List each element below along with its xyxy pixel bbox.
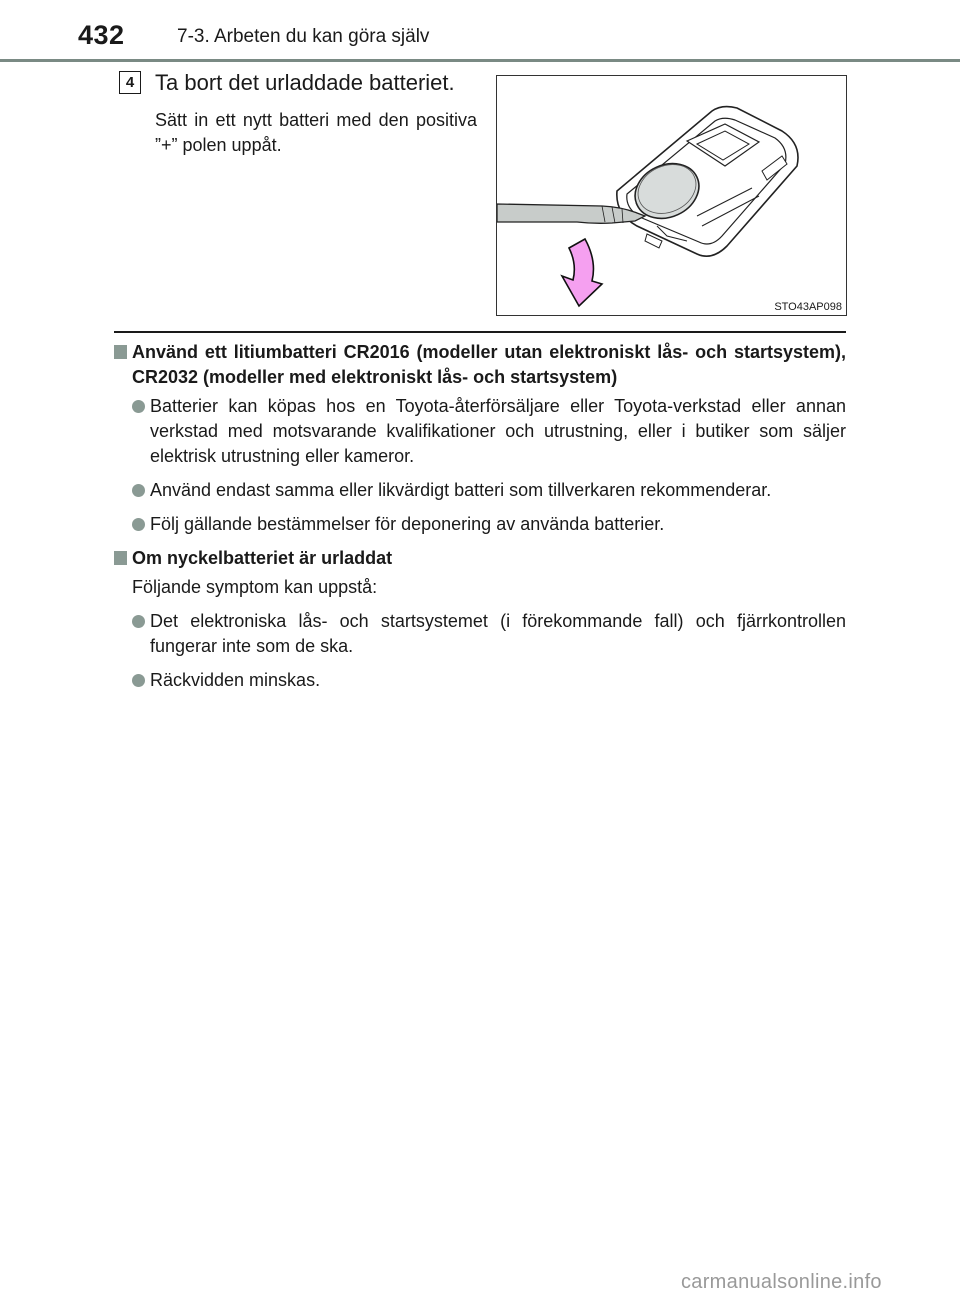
list-item: Det elektroniska lås- och startsystemet (i förekommande fall) och fjärrkontrollen fungerar inte som de ska. <box>132 609 846 659</box>
section-heading-battery-type: Använd ett litiumbatteri CR2016 (modeller utan elektroniskt lås- och startsystem), CR2032 (modeller med elektroniskt lås- och startsystem) <box>114 340 846 390</box>
section-heading-battery-depleted: Om nyckelbatteriet är urladdat <box>114 546 846 571</box>
figure-code: STO43AP098 <box>774 301 842 313</box>
step-number-badge: 4 <box>119 71 141 94</box>
key-battery-illustration <box>496 75 847 316</box>
list-item: Batterier kan köpas hos en Toyota-återförsäljare eller Toyota-verkstad eller annan verkstad med motsvarande kvalifikationer och utrustning, eller i butiker som säljer elektrisk utrustning eller kameror. <box>132 394 846 469</box>
circle-bullet-icon <box>132 674 145 687</box>
square-bullet-icon <box>114 551 127 565</box>
list-item: Använd endast samma eller likvärdigt batteri som tillverkaren rekommenderar. <box>132 478 846 503</box>
section-divider <box>114 331 846 333</box>
circle-bullet-icon <box>132 615 145 628</box>
header-divider <box>0 59 960 62</box>
circle-bullet-icon <box>132 518 145 531</box>
square-bullet-icon <box>114 345 127 359</box>
circle-bullet-icon <box>132 484 145 497</box>
list-item: Räckvidden minskas. <box>132 668 846 693</box>
key-fob-drawing <box>497 76 846 315</box>
section-title: 7-3. Arbeten du kan göra själv <box>177 26 430 47</box>
list-item: Följ gällande bestämmelser för deponering av använda batterier. <box>132 512 846 537</box>
step-description: Sätt in ett nytt batteri med den positiva ”+” polen uppåt. <box>155 110 477 155</box>
downward-arrow-icon <box>562 239 602 306</box>
step-title: Ta bort det urladdade batteriet. <box>155 70 455 95</box>
section-intro: Följande symptom kan uppstå: <box>132 577 378 597</box>
page-number: 432 <box>78 20 125 50</box>
content-body <box>114 340 846 702</box>
watermark-link[interactable]: carmanualsonline.info <box>681 1271 882 1293</box>
circle-bullet-icon <box>132 400 145 413</box>
